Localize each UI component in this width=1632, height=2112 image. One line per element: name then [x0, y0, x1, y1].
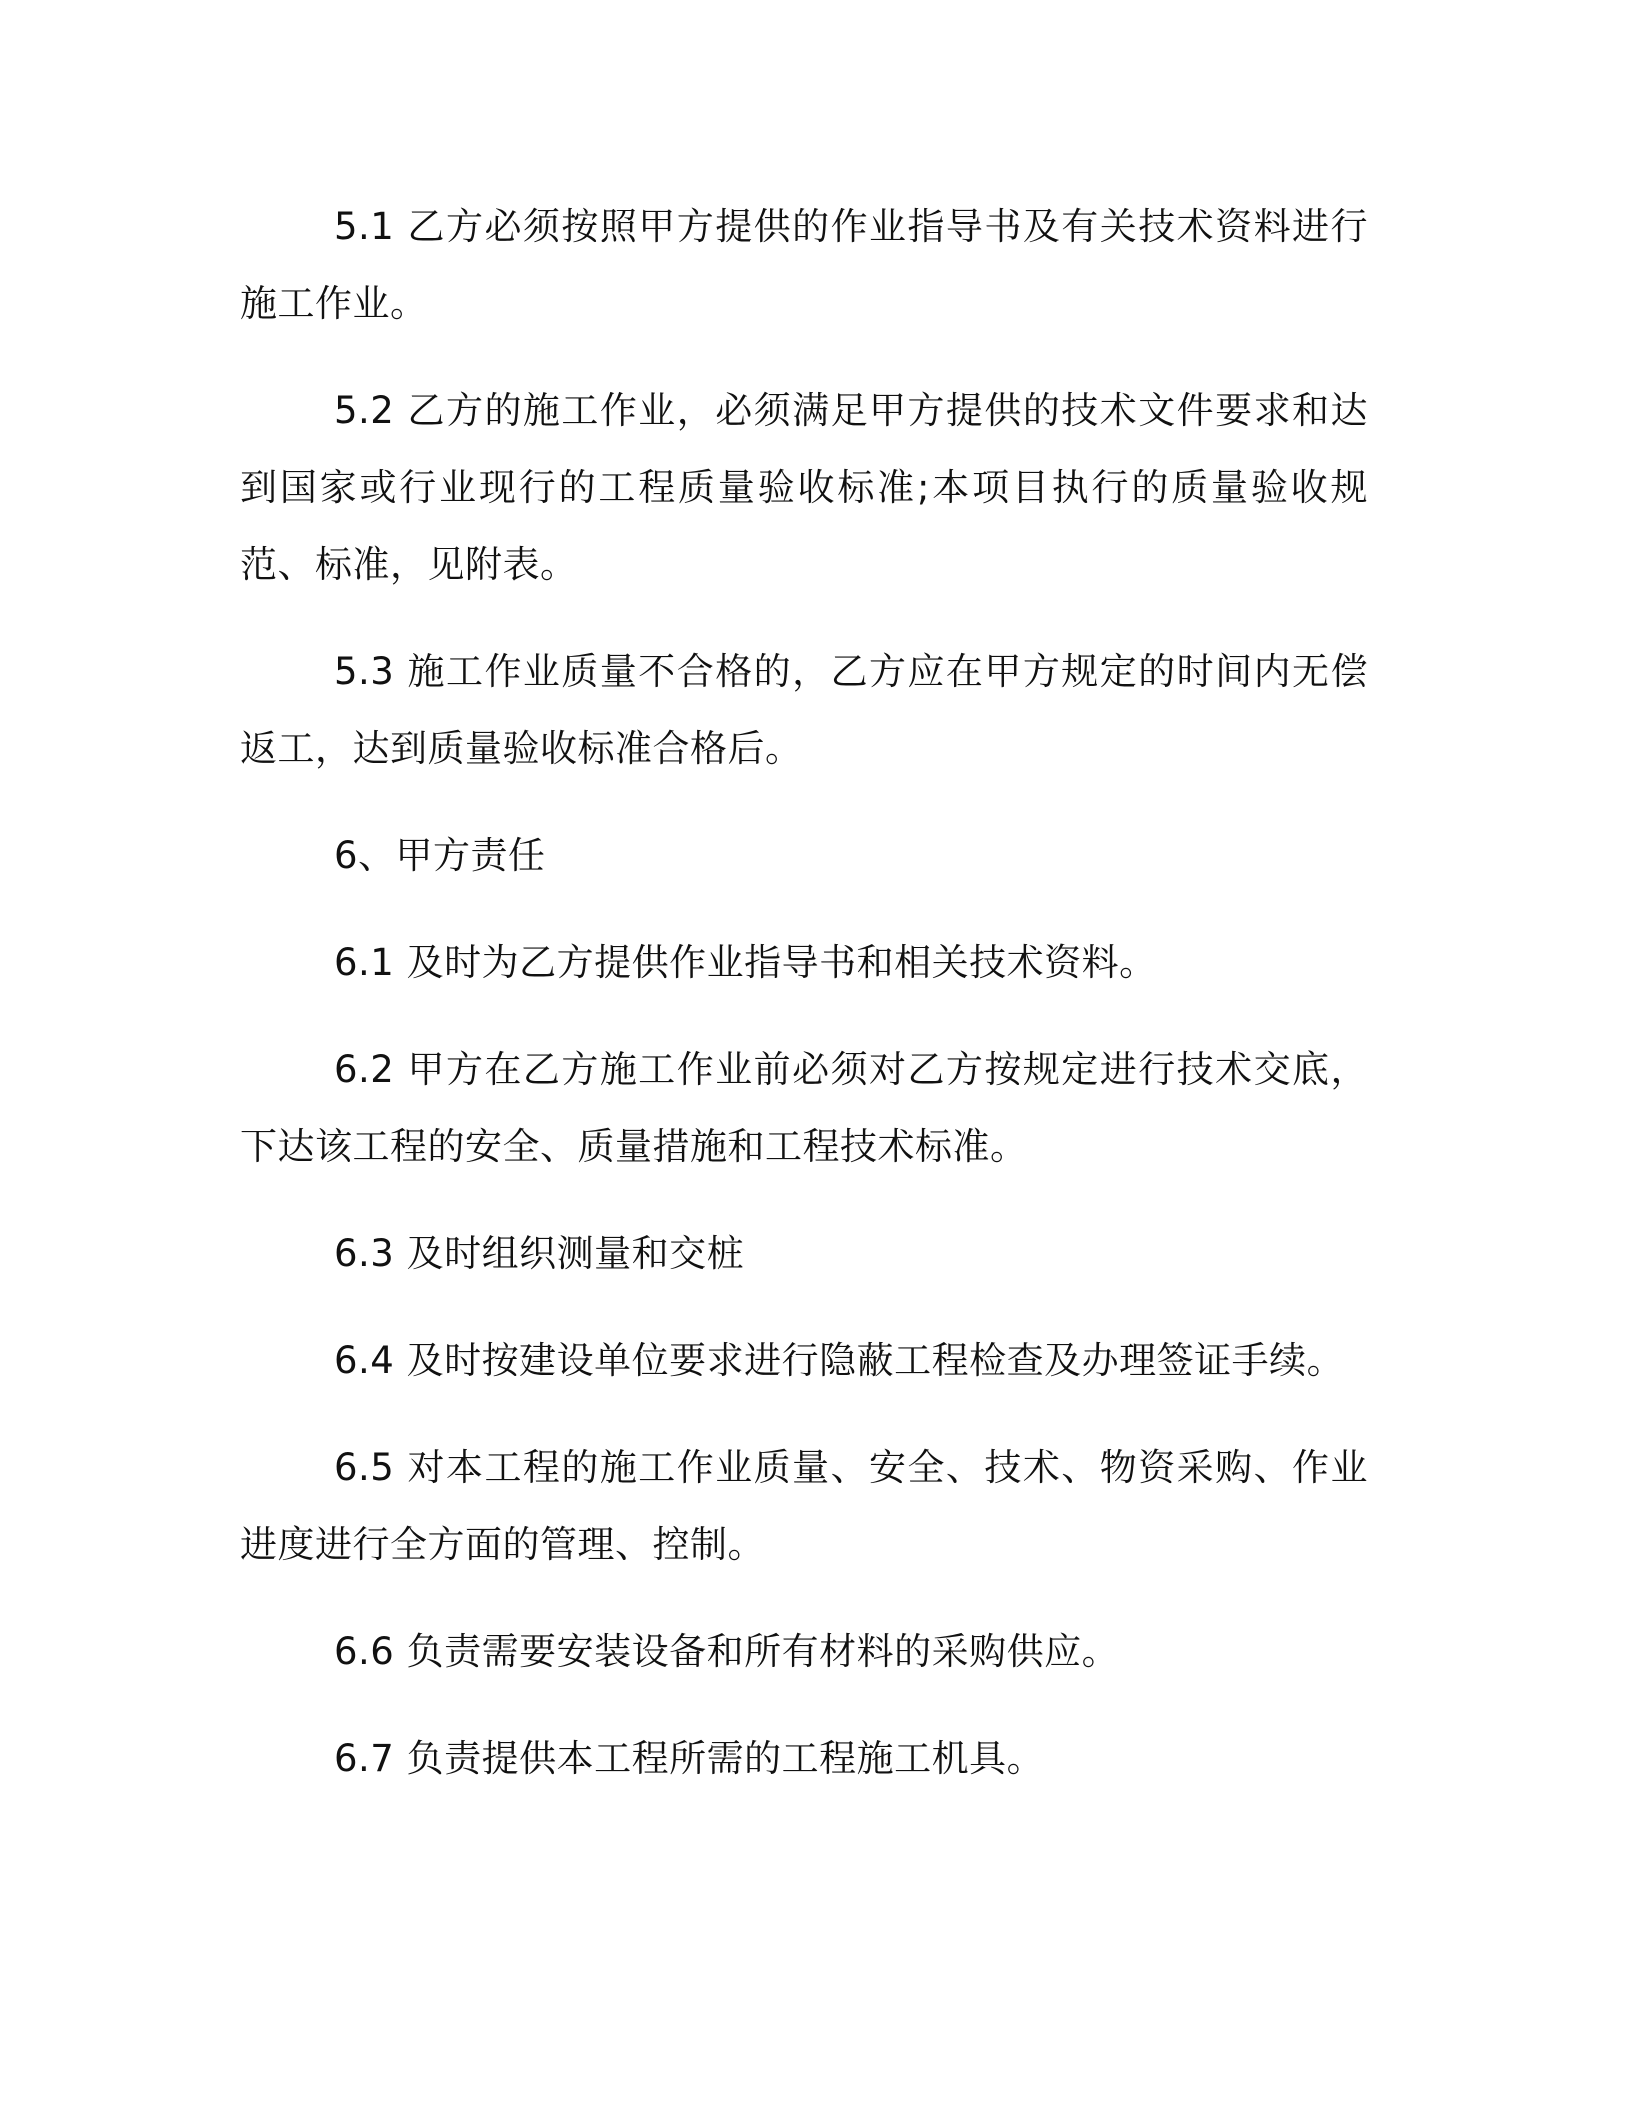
- clause-5-1: 5.1 乙方必须按照甲方提供的作业指导书及有关技术资料进行施工作业。: [240, 205, 1368, 325]
- clause-6-4: 6.4 及时按建设单位要求进行隐蔽工程检查及办理签证手续。: [334, 1339, 1345, 1382]
- clause-5-3: 5.3 施工作业质量不合格的，乙方应在甲方规定的时间内无偿返工，达到质量验收标准合格后。: [240, 650, 1368, 770]
- section-heading-6: 6、甲方责任: [334, 834, 546, 877]
- clause-6-5: 6.5 对本工程的施工作业质量、安全、技术、物资采购、作业进度进行全方面的管理、控制。: [240, 1446, 1368, 1566]
- clause-5-2: 5.2 乙方的施工作业，必须满足甲方提供的技术文件要求和达到国家或行业现行的工程质量验收标准;本项目执行的质量验收规范、标准，见附表。: [240, 389, 1368, 586]
- clause-6-7: 6.7 负责提供本工程所需的工程施工机具。: [334, 1737, 1045, 1780]
- clause-6-6: 6.6 负责需要安装设备和所有材料的采购供应。: [334, 1630, 1120, 1673]
- clause-6-1: 6.1 及时为乙方提供作业指导书和相关技术资料。: [334, 941, 1157, 984]
- document-body: [240, 188, 1368, 1827]
- clause-6-2: 6.2 甲方在乙方施工作业前必须对乙方按规定进行技术交底，下达该工程的安全、质量措施和工程技术标准。: [240, 1048, 1368, 1168]
- clause-6-3: 6.3 及时组织测量和交桩: [334, 1232, 745, 1275]
